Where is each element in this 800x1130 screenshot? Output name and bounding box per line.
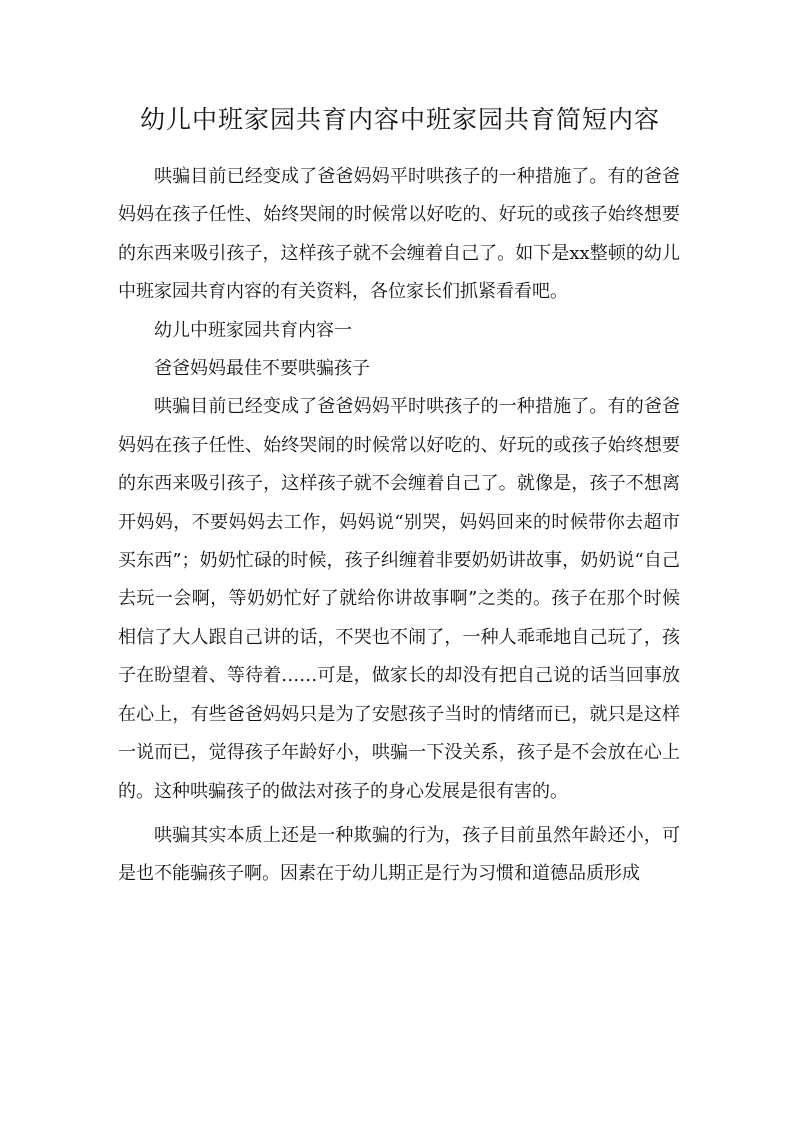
paragraph-body: 哄骗目前已经变成了爸爸妈妈平时哄孩子的一种措施了。有的爸爸妈妈在孩子任性、始终哭闹的时候常以好吃的、好玩的或孩子始终想要的东西来吸引孩子，这样孩子就不会缠着自己了。就像是，孩子不想离开妈妈，不要妈妈去工作，妈妈说“别哭，妈妈回来的时候带你去超市买东西”；奶奶忙碌的时候，孩子纠缠着非要奶奶讲故事，奶奶说“自己去玩一会啊，等奶奶忙好了就给你讲故事啊”之类的。孩子在那个时候相信了大人跟自己讲的话，不哭也不闹了，一种人乖乖地自己玩了，孩子在盼望着、等待着……可是，做家长的却没有把自己说的话当回事放在心上，有些爸爸妈妈只是为了安慰孩子当时的情绪而已，就只是这样一说而已，觉得孩子年龄好小，哄骗一下没关系，孩子是不会放在心上的。这种哄骗孩子的做法对孩子的身心发展是很有害的。 bbox=[118, 396, 680, 802]
document-body bbox=[118, 158, 680, 894]
section-heading: 幼儿中班家园共育内容一 bbox=[154, 319, 352, 341]
subsection-heading: 爸爸妈妈最佳不要哄骗孩子 bbox=[154, 358, 370, 380]
paragraph-continued: 哄骗其实本质上还是一种欺骗的行为，孩子目前虽然年龄还小，可是也不能骗孩子啊。因素在于幼儿期正是行为习惯和道德品质形成 bbox=[118, 824, 680, 885]
document-title: 幼儿中班家园共育内容中班家园共育简短内容 bbox=[139, 105, 660, 134]
paragraph-intro: 哄骗目前已经变成了爸爸妈妈平时哄孩子的一种措施了。有的爸爸妈妈在孩子任性、始终哭闹的时候常以好吃的、好玩的或孩子始终想要的东西来吸引孩子，这样孩子就不会缠着自己了。如下是xx整顿的幼儿中班家园共育内容的有关资料，各位家长们抓紧看看吧。 bbox=[118, 166, 680, 303]
